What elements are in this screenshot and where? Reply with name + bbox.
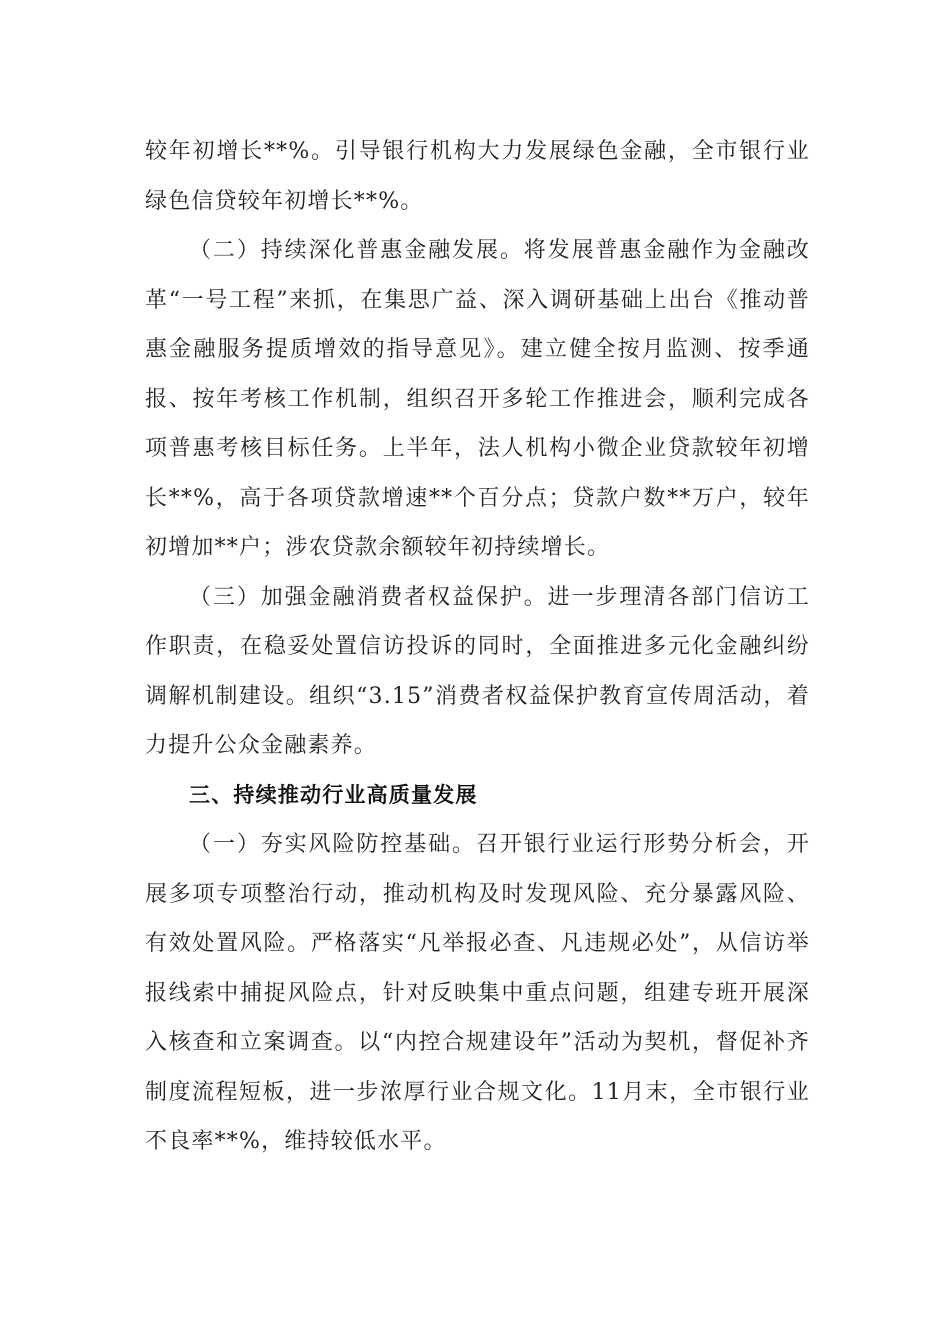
paragraph-continued-green-finance: 较年初增长**%。引导银行机构大力发展绿色金融，全市银行业绿色信贷较年初增长**%。 (145, 139, 810, 214)
paragraph-consumer-protection: （三）加强金融消费者权益保护。进一步理清各部门信访工作职责，在稳妥处置信访投诉的同时，全面推进多元化金融纠纷调解机制建设。组织“3.15”消费者权益保护教育宣传周活动，着力提升公众金融素养。 (145, 584, 810, 758)
paragraph-inclusive-finance: （二）持续深化普惠金融发展。将发展普惠金融作为金融改革“一号工程”来抓，在集思广益、深入调研基础上出台《推动普惠金融服务提质增效的指导意见》。建立健全按月监测、按季通报、按年考核工作机制，组织召开多轮工作推进会，顺利完成各项普惠考核目标任务。上半年，法人机构小微企业贷款较年初增长**%，高于各项贷款增速**个百分点；贷款户数**万户，较年初增加**户；涉农贷款余额较年初持续增长。 (145, 238, 810, 560)
document-body (145, 127, 810, 1167)
paragraph-risk-control: （一）夯实风险防控基础。召开银行业运行形势分析会，开展多项专项整治行动，推动机构及时发现风险、充分暴露风险、有效处置风险。严格落实“凡举报必查、凡违规必处”，从信访举报线索中捕捉风险点，针对反映集中重点问题，组建专班开展深入核查和立案调查。以“内控合规建设年”活动为契机，督促补齐制度流程短板，进一步浓厚行业合规文化。11月末，全市银行业不良率**%，维持较低水平。 (145, 832, 810, 1154)
section-heading-high-quality-development: 三、持续推动行业高质量发展 (189, 782, 478, 807)
